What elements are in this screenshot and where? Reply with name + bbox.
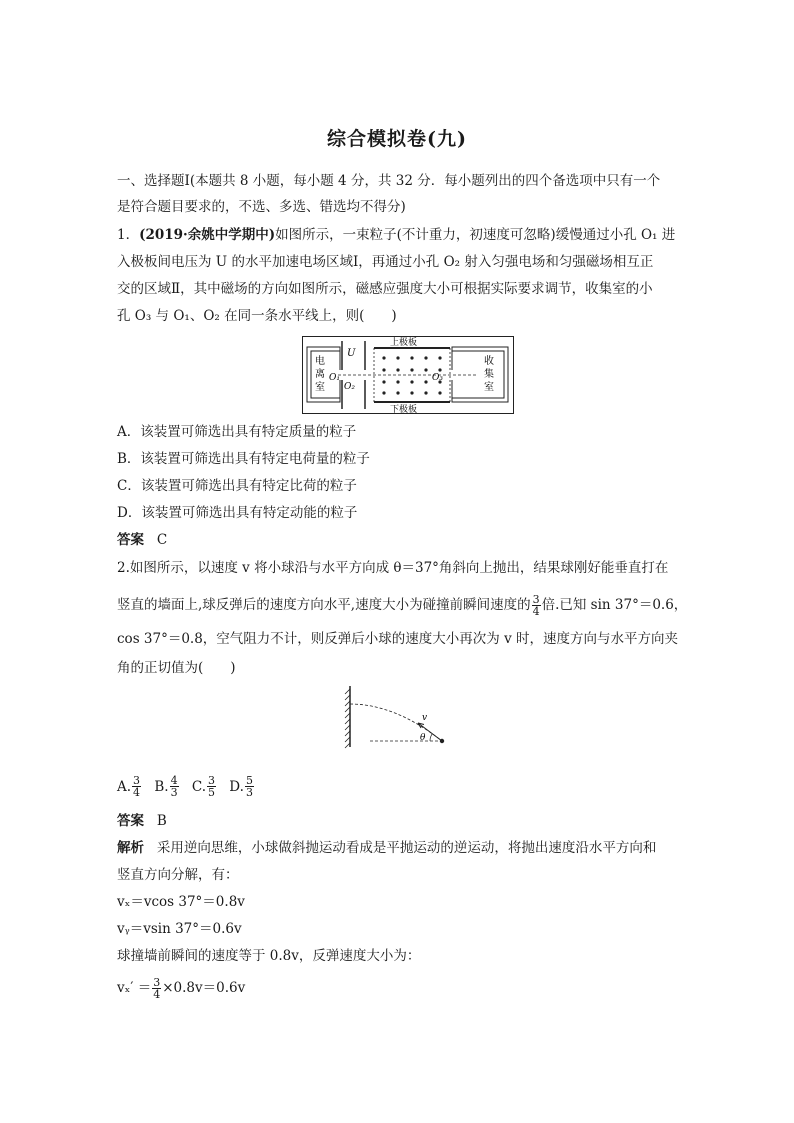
q1-line3: 交的区域Ⅱ，其中磁场的方向如图所示，磁感应强度大小可根据实际要求调节，收集室的小: [117, 281, 653, 297]
collector-char-2: 集: [484, 369, 494, 380]
q1-option-d: D．该装置可筛选出具有特定动能的粒子: [117, 505, 358, 521]
angle-arc: [430, 734, 433, 742]
q2-line1: 2.如图所示，以速度 v 将小球沿与水平方向成 θ＝37°角斜向上抛出，结果球刚好能垂直打在: [117, 560, 669, 576]
q1-line1-text: 如图所示，一束粒子(不计重力，初速度可忽略)缓慢通过小孔 O₁ 进: [275, 227, 676, 243]
q1-answer-label: 答案: [117, 532, 144, 548]
q1-number: 1．: [117, 227, 140, 243]
q2-analysis-line2: 竖直方向分解，有：: [117, 867, 239, 883]
q2-analysis-line1: [117, 839, 682, 857]
q2-option-d-frac: [245, 775, 254, 798]
section-heading-line2: 是符合题目要求的，不选、多选、错选均不得分): [117, 199, 406, 215]
q2-option-d-label: D.: [229, 778, 244, 795]
lower-plate-label: 下极板: [390, 405, 418, 414]
trajectory: [350, 704, 442, 741]
q2-option-a-label: A.: [117, 778, 132, 795]
q2-option-d-den: 3: [245, 786, 253, 799]
q2-option-c-label: C.: [191, 778, 206, 795]
q2-option-c-num: 3: [208, 774, 215, 787]
q2-line2b: 倍.已知 sin 37°＝0.6，: [541, 597, 688, 613]
q2-line3: cos 37°＝0.8，空气阻力不计，则反弹后小球的速度大小再次为 v 时，速度方向与水平方向夹: [117, 631, 679, 647]
q2-option-b-den: 3: [170, 786, 178, 799]
o1-label: O₁: [329, 373, 340, 383]
q2-eq1: vₓ＝vcos 37°＝0.8v: [117, 894, 245, 910]
q2-option-b: [154, 775, 179, 798]
q2-eq2: vᵧ＝vsin 37°＝0.6v: [117, 921, 242, 937]
collector-wall: [452, 347, 508, 402]
q2-answer-value: B: [156, 813, 167, 829]
q2-option-a-frac: [132, 775, 141, 798]
collector-char-3: 室: [484, 382, 494, 393]
q2-option-c: [192, 775, 217, 798]
q2-option-a: [117, 775, 142, 798]
o2-label: O₂: [344, 382, 355, 392]
velocity-label: v: [422, 713, 428, 723]
q1-answer: [117, 531, 682, 549]
section-heading-line1: 一、选择题Ⅰ(本题共 8 小题，每小题 4 分，共 32 分．每小题列出的四个备选项中只有一个: [117, 173, 661, 189]
ion-room-char-1: 电: [315, 356, 325, 367]
q1-line1: [117, 226, 682, 244]
q1-option-b: B．该装置可筛选出具有特定电荷量的粒子: [117, 451, 370, 467]
q2-analysis-label: 解析: [117, 840, 144, 856]
q2-eq4-num: 3: [153, 976, 161, 989]
q2-fraction: [532, 594, 541, 617]
q2-option-b-num: 4: [170, 774, 178, 787]
ball: [440, 739, 444, 743]
o3-label: O₃: [432, 373, 443, 383]
q2-fraction-den: 4: [532, 605, 540, 618]
q2-answer: [117, 812, 682, 830]
q1-source: (2019·余姚中学期中): [139, 227, 276, 243]
q2-eq4a: vₓ′ ＝: [117, 980, 152, 996]
q2-option-d: [229, 775, 255, 798]
q2-analysis-text1: 采用逆向思维，小球做斜抛运动看成是平抛运动的逆运动，将抛出速度沿水平方向和: [156, 840, 657, 856]
q2-option-b-label: B.: [154, 778, 169, 795]
q2-option-d-num: 5: [245, 774, 253, 787]
q1-line2: 入极板间电压为 U 的水平加速电场区域Ⅰ，再通过小孔 O₂ 射入匀强电场和匀强磁场相互正: [117, 254, 654, 270]
q2-answer-label: 答案: [117, 813, 144, 829]
q2-option-c-den: 5: [208, 786, 215, 799]
q2-option-c-frac: [207, 775, 216, 798]
ion-room-char-2: 离: [315, 369, 325, 380]
q2-option-a-num: 3: [133, 774, 141, 787]
q2-eq3: 球撞墙前瞬间的速度等于 0.8v，反弹速度大小为：: [117, 948, 421, 964]
q2-line2: [117, 593, 688, 618]
q1-option-c: C．该装置可筛选出具有特定比荷的粒子: [117, 478, 357, 494]
ion-room-char-3: 室: [315, 382, 325, 393]
q2-eq4b: ×0.8v＝0.6v: [162, 980, 246, 996]
q2-fraction-num: 3: [532, 593, 540, 606]
voltage-label: U: [347, 348, 356, 359]
q2-figure: [340, 683, 452, 751]
upper-plate-label: 上极板: [390, 338, 418, 348]
angle-label: θ: [420, 733, 426, 743]
q2-option-b-frac: [170, 775, 179, 798]
q2-options: [117, 775, 682, 805]
page-title: 综合模拟卷(九): [327, 128, 467, 150]
q1-answer-value: C: [156, 532, 168, 548]
collector-char-1: 收: [484, 356, 494, 367]
q2-option-a-den: 4: [133, 786, 141, 799]
q2-line2a: 竖直的墙面上,球反弹后的速度方向水平,速度大小为碰撞前瞬间速度的: [117, 597, 531, 613]
q2-line4: 角的正切值为( ): [117, 660, 236, 676]
q1-option-a: A．该装置可筛选出具有特定质量的粒子: [117, 424, 357, 440]
q2-eq4-den: 4: [153, 988, 161, 1001]
q1-figure: [302, 336, 514, 414]
q1-line4: 孔 O₃ 与 O₁、O₂ 在同一条水平线上，则( ): [117, 308, 397, 324]
q2-eq4-frac: [152, 977, 161, 1000]
q2-eq4: [117, 977, 682, 1000]
